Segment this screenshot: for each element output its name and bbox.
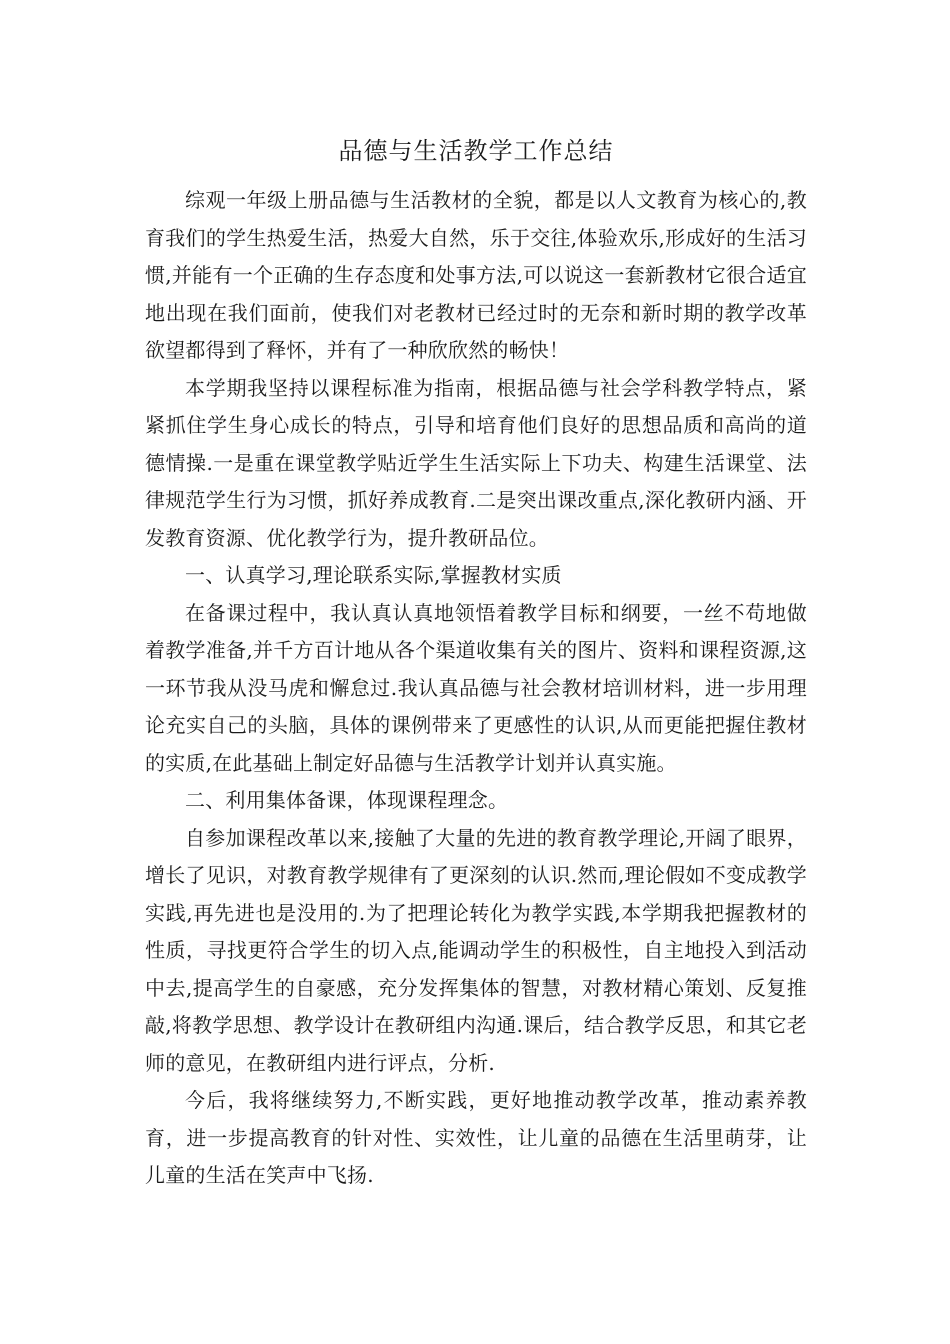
document-page: [145, 134, 807, 1195]
paragraph-semester-plan: 本学期我坚持以课程标准为指南，根据品德与社会学科教学特点，紧紧抓住学生身心成长的特点，引导和培育他们良好的思想品质和高尚的道德情操.一是重在课堂教学贴近学生生活实际上下功夫、构建生活课堂、法律规范学生行为习惯，抓好养成教育.二是突出课改重点,深化教研内涵、开发教育资源、优化教学行为，提升教研品位。: [145, 375, 807, 550]
section-heading-1: 一、认真学习,理论联系实际,掌握教材实质: [185, 563, 562, 587]
paragraph-future: 今后，我将继续努力,不断实践，更好地推动教学改革，推动素养教育，进一步提高教育的针对性、实效性，让儿童的品德在生活里萌芽，让儿童的生活在笑声中飞扬.: [145, 1088, 807, 1187]
paragraph-lesson-prep: 在备课过程中，我认真认真地领悟着教学目标和纲要，一丝不苟地做着教学准备,并千方百计地从各个渠道收集有关的图片、资料和课程资源,这一环节我从没马虎和懈怠过.我认真品德与社会教材培训材料，进一步用理论充实自己的头脑，具体的课例带来了更感性的认识,从而更能把握住教材的实质,在此基础上制定好品德与生活教学计划并认真实施。: [145, 600, 807, 775]
paragraph-collective-prep: 自参加课程改革以来,接触了大量的先进的教育教学理论,开阔了眼界，增长了见识，对教育教学规律有了更深刻的认识.然而,理论假如不变成教学实践,再先进也是没用的.为了把理论转化为教学实践,本学期我把握教材的性质，寻找更符合学生的切入点,能调动学生的积极性，自主地投入到活动中去,提高学生的自豪感，充分发挥集体的智慧，对教材精心策划、反复推敲,将教学思想、教学设计在教研组内沟通.课后，结合教学反思，和其它老师的意见，在教研组内进行评点，分析.: [145, 825, 807, 1075]
section-heading-2: 二、利用集体备课，体现课程理念。: [185, 788, 509, 812]
paragraph-intro: 综观一年级上册品德与生活教材的全貌，都是以人文教育为核心的,教育我们的学生热爱生活，热爱大自然，乐于交往,体验欢乐,形成好的生活习惯,并能有一个正确的生存态度和处事方法,可以说这一套新教材它很合适宜地出现在我们面前，使我们对老教材已经过时的无奈和新时期的教学改革欲望都得到了释怀，并有了一种欣欣然的畅快！: [145, 188, 807, 362]
document-title: 品德与生活教学工作总结: [338, 137, 614, 165]
